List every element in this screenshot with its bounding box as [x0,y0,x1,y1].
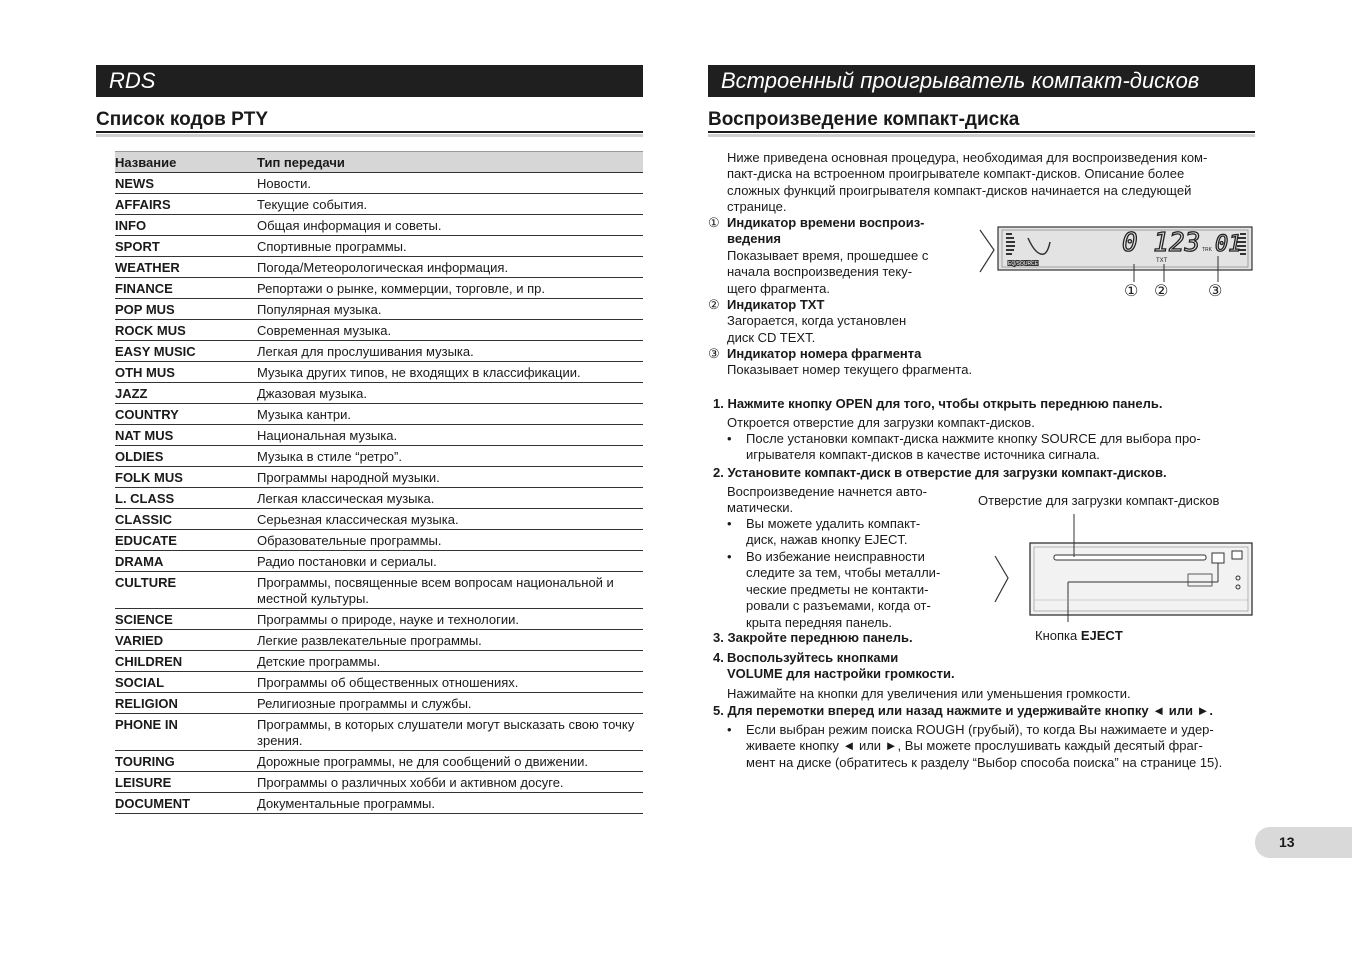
pty-description: Общая информация и советы. [257,218,442,233]
pty-description: Программы народной музыки. [257,470,440,485]
table-row [115,751,643,772]
pty-description: Репортажи о рынке, коммерции, торговле, и пр. [257,281,545,296]
pty-code: EDUCATE [115,533,177,548]
indicator-2: ② Индикатор TXT Загорается, когда установлен диск CD TEXT. [708,297,907,345]
pty-code: VARIED [115,633,164,648]
pty-description: Радио постановки и сериалы. [257,554,437,569]
pty-code: CHILDREN [115,654,183,669]
step-4: 4. Воспользуйтесь кнопками VOLUME для настройки громкости. [713,650,955,682]
indicator-1: ① Индикатор времени воспроиз- ведения Показывает время, прошедшее с начала воспроизведения теку- щего фрагмента. [708,215,929,296]
table-row [115,383,643,404]
indicator-3: ③ Индикатор номера фрагмента Показывает номер текущего фрагмента. [708,346,973,378]
pty-code: FINANCE [115,281,173,296]
pty-description: Текущие события. [257,197,368,212]
pty-code: OLDIES [115,449,164,464]
table-row [115,793,643,814]
table-row [115,278,643,299]
callout-1: ① [1124,281,1139,300]
table-row [115,173,643,194]
pty-description: Программы об общественных отношениях. [257,675,519,690]
pty-description: Национальная музыка. [257,428,398,443]
callout-3: ③ [1208,281,1223,300]
table-row [115,341,643,362]
step-5-bullet: • Если выбран режим поиска ROUGH (грубый), то когда Вы нажимаете и удер- живаете кнопку ◄ или ►, Вы можете прослушивать каждый десятый фраг- мент на диске (обратитесь к разделу “Выбор способа поиска” на странице 15). [727,722,1223,770]
pty-description: Религиозные программы и службы. [257,696,472,711]
pty-description: Музыка кантри. [257,407,352,422]
display-source: EQ/SOURCE [1008,261,1039,267]
step-2-sub: Воспроизведение начнется авто- матически. [727,484,927,516]
table-row [115,772,643,793]
table-row [115,509,643,530]
pty-code: NEWS [115,176,154,191]
step-4-sub: Нажимайте на кнопки для увеличения или уменьшения громкости. [727,686,1131,701]
pty-code: POP MUS [115,302,175,317]
pty-description: Легкая для прослушивания музыка. [257,344,474,359]
table-row [115,320,643,341]
pty-heading: Список кодов PTY [96,109,269,130]
pty-code: SPORT [115,239,160,254]
pty-description: Музыка в стиле “ретро”. [257,449,402,464]
pty-description: Серьезная классическая музыка. [257,512,459,527]
table-row [115,672,643,693]
pty-code: AFFAIRS [115,197,171,212]
heading-rule [96,131,643,133]
header-type: Тип передачи [257,155,345,170]
pty-code: CULTURE [115,575,177,590]
table-row [115,299,643,320]
pty-code: CLASSIC [115,512,173,527]
pty-description: Программы, посвященные всем вопросам национальной и местной культуры. [257,575,614,606]
eject-label: Кнопка EJECT [1035,628,1123,643]
step-2-bullet-1: • Вы можете удалить компакт- диск, нажав кнопку EJECT. [727,516,921,548]
pty-description: Музыка других типов, не входящих в классификации. [257,365,581,380]
step-2: 2. Установите компакт-диск в отверстие для загрузки компакт-дисков. [713,465,1167,480]
heading-rule [708,131,1255,133]
pty-description: Дорожные программы, не для сообщений о движении. [257,754,589,769]
table-row [115,467,643,488]
table-row [115,714,643,751]
step-1-sub: Откроется отверстие для загрузки компакт-дисков. [727,415,1035,430]
pty-description: Программы, в которых слушатели могут высказать свою точку зрения. [257,717,635,748]
pty-description: Документальные программы. [257,796,436,811]
pty-description: Детские программы. [257,654,381,669]
pty-description: Популярная музыка. [257,302,382,317]
table-row [115,257,643,278]
pty-code: PHONE IN [115,717,178,732]
pty-code: NAT MUS [115,428,174,443]
table-row [115,236,643,257]
heading-rule-grey [96,134,643,137]
pty-code: SOCIAL [115,675,165,690]
display-time: 0 123 [1122,228,1201,258]
display-track: 01 [1215,232,1242,257]
pty-description: Спортивные программы. [257,239,407,254]
pty-table [115,151,643,814]
pty-code: FOLK MUS [115,470,183,485]
pty-description: Джазовая музыка. [257,386,367,401]
table-row [115,488,643,509]
pty-code: COUNTRY [115,407,179,422]
pty-code: INFO [115,218,147,233]
pty-code: DOCUMENT [115,796,191,811]
pty-code: WEATHER [115,260,180,275]
heading-rule-grey [708,134,1255,137]
table-row [115,693,643,714]
display-trk: TRK [1202,247,1212,253]
pty-code: TOURING [115,754,175,769]
pty-description: Легкие развлекательные программы. [257,633,482,648]
table-row [115,362,643,383]
pty-code: DRAMA [115,554,164,569]
cd-slot-illustration [990,512,1256,622]
pty-description: Новости. [257,176,311,191]
arrow-icon [995,556,1008,602]
pty-description: Образовательные программы. [257,533,442,548]
display-illustration [978,224,1256,304]
pty-description: Легкая классическая музыка. [257,491,435,506]
pty-code: RELIGION [115,696,178,711]
table-row [115,572,643,609]
step-3: 3. Закройте переднюю панель. [713,630,913,645]
pty-code: LEISURE [115,775,172,790]
table-row [115,630,643,651]
pty-code: ROCK MUS [115,323,186,338]
step-5: 5. Для перемотки вперед или назад нажмите и удерживайте кнопку ◄ или ►. [713,703,1214,718]
pty-description: Современная музыка. [257,323,392,338]
table-row [115,194,643,215]
pty-code: EASY MUSIC [115,344,196,359]
display-txt: TXT [1156,258,1168,264]
intro-text: Ниже приведена основная процедура, необходимая для воспроизведения ком- пакт-диска на встроенном проигрывателе компакт-дисков. Описание более сложных функций проигрывателя компакт-дисков начинается на следующей странице. [727,150,1208,215]
step-1: 1. Нажмите кнопку OPEN для того, чтобы открыть переднюю панель. [713,396,1163,411]
pty-code: SCIENCE [115,612,173,627]
table-row [115,530,643,551]
table-row [115,551,643,572]
header-name: Название [115,155,177,170]
table-row [115,425,643,446]
step-2-bullet-2: • Во избежание неисправности следите за тем, чтобы металли- ческие предметы не контакти- ровали с разъемами, когда от- крыта передняя панель. [727,549,941,630]
table-row [115,609,643,630]
pty-description: Погода/Метеорологическая информация. [257,260,509,275]
section-bar-cd: Встроенный проигрыватель компакт-дисков [708,65,1255,97]
callout-2: ② [1154,281,1169,300]
table-row [115,404,643,425]
pty-code: L. CLASS [115,491,175,506]
table-row [115,651,643,672]
page-number: 13 [1255,827,1352,858]
arrow-icon [980,230,994,272]
pty-description: Программы о различных хобби и активном досуге. [257,775,564,790]
pty-code: JAZZ [115,386,148,401]
table-header [115,151,643,173]
pty-code: OTH MUS [115,365,175,380]
step-1-bullet: • После установки компакт-диска нажмите кнопку SOURCE для выбора про- игрывателя компакт-дисков в качестве источника сигнала. [727,431,1201,463]
table-row [115,446,643,467]
section-bar-rds: RDS [96,65,643,97]
table-row [115,215,643,236]
slot-label: Отверстие для загрузки компакт-дисков [978,493,1220,508]
cd-heading: Воспроизведение компакт-диска [708,109,1020,130]
pty-description: Программы о природе, науке и технологии. [257,612,519,627]
